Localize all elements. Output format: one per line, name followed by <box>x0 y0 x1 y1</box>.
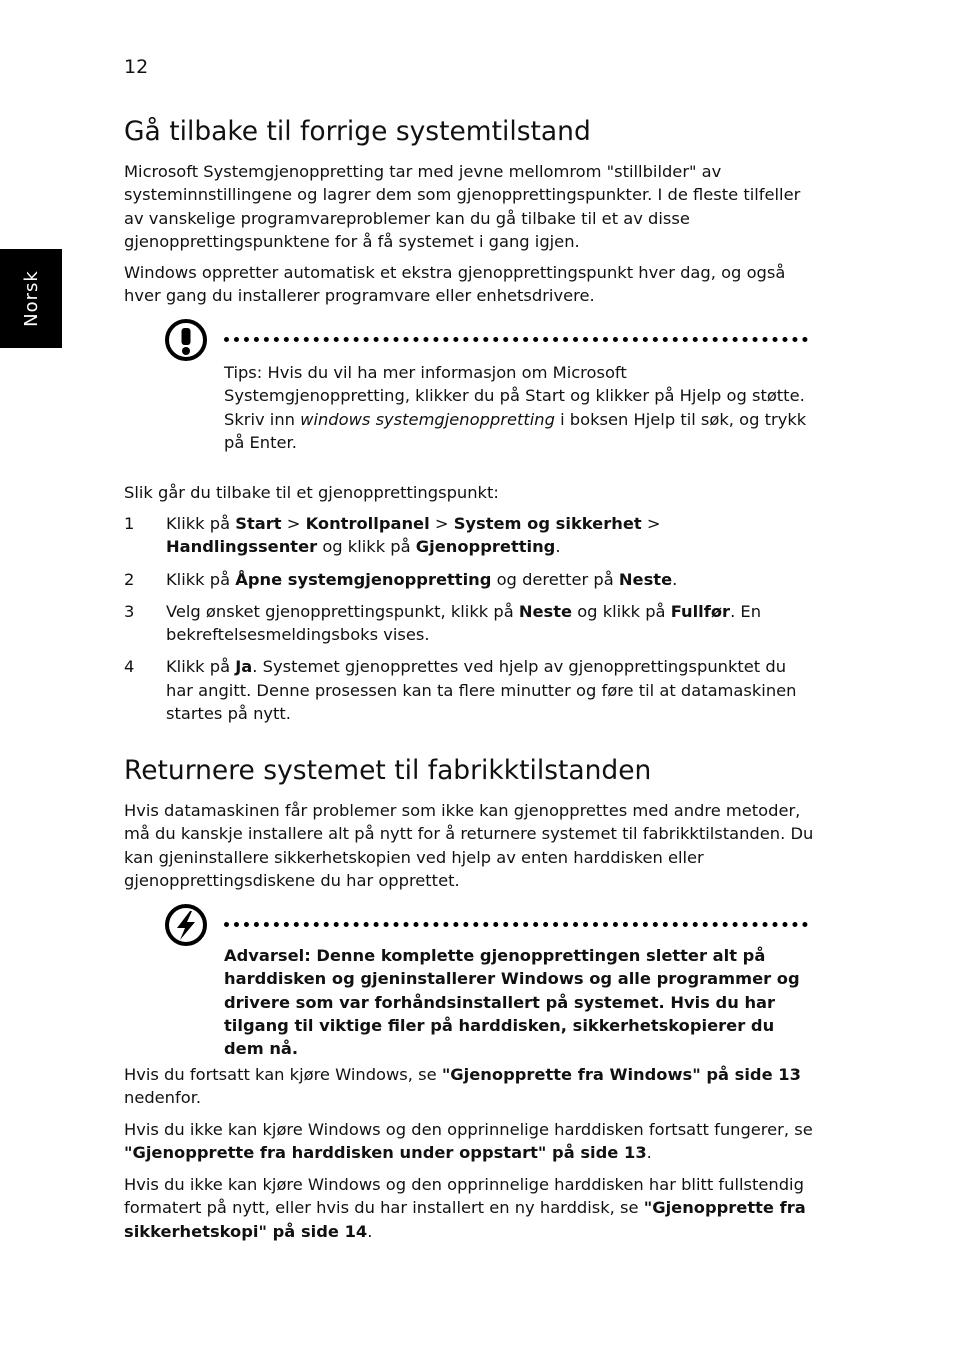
step-text: . <box>672 569 678 589</box>
ui-term: Gjenoppretting <box>415 537 556 557</box>
steps-intro: Slik går du tilbake til et gjenopprettingspunkt: <box>124 483 499 502</box>
paragraph-harddisk-restore <box>124 1118 814 1165</box>
tip-note <box>164 318 814 458</box>
step-text: Klikk på <box>166 514 236 533</box>
ui-term: Fullfør <box>670 601 731 621</box>
ui-term: Neste <box>518 601 573 621</box>
paragraph-backup-restore <box>124 1173 814 1243</box>
step-text: . Systemet gjenopprettes ved hjelp av gjenopprettingspunktet du har angitt. Denne prosessen kan ta flere minutter og føre til at datamaskinen startes på nytt. <box>166 657 797 724</box>
language-side-tab <box>0 249 62 348</box>
ui-term: System og sikkerhet <box>453 514 642 533</box>
list-item <box>124 600 814 647</box>
step-text: og klikk på <box>572 601 671 621</box>
ui-term: Handlingssenter <box>166 537 318 557</box>
list-item <box>124 512 814 559</box>
lightning-warning-icon <box>164 903 208 947</box>
warning-text: Advarsel: Denne komplette gjenopprettingen sletter alt på harddisken og gjeninstallerer Windows og alle programmer og drivere som var forhåndsinstallert på systemet. Hvis du har tilgang til viktige filer på harddisken, sikkerhetskopierer du dem nå. <box>224 946 800 1059</box>
paragraph-text: nedenfor. <box>124 1088 202 1108</box>
paragraph-text: Hvis du ikke kan kjøre Windows og den opprinnelige harddisken fortsatt fungerer, se <box>124 1120 813 1139</box>
step-number: 4 <box>124 657 135 677</box>
ui-term: Kontrollpanel <box>305 514 430 533</box>
tip-text-part: i boksen Hjelp til søk, og trykk på Enter. <box>224 409 807 452</box>
paragraph-text: . <box>646 1143 652 1163</box>
paragraph-intro: Microsoft Systemgjenoppretting tar med jevne mellomrom "stillbilder" av systeminnstillingene og lagrer dem som gjenopprettingspunkter. I de fleste tilfeller av vanskelige programvareproblemer kan du gå tilbake til et av disse gjenopprettingspunktene for å få systemet i gang igjen. <box>124 162 801 251</box>
ui-term: Start <box>235 514 282 533</box>
step-text: > <box>641 514 661 533</box>
step-text: og klikk på <box>317 537 416 557</box>
step-number: 3 <box>124 601 135 621</box>
step-text: Velg ønsket gjenopprettingspunkt, klikk på <box>166 601 519 621</box>
step-number: 1 <box>124 514 135 533</box>
paragraph-factory-intro: Hvis datamaskinen får problemer som ikke kan gjenopprettes med andre metoder, må du kanskje installere alt på nytt for å returnere systemet til fabrikktilstanden. Du kan gjeninstallere sikkerhetskopien ved hjelp av enten harddisken eller gjenopprettingsdiskene du har opprettet. <box>124 801 814 890</box>
exclamation-icon <box>164 318 208 362</box>
step-number: 2 <box>124 569 135 589</box>
step-text: og deretter på <box>491 569 619 589</box>
paragraph-text: . <box>367 1221 373 1241</box>
section-title-restore: Gå tilbake til forrige systemtilstand <box>124 116 591 147</box>
tip-text-part: : Hvis du vil ha mer informasjon om Microsoft Systemgjenoppretting, klikker du på Start og klikker på Hjelp og støtte. Skriv inn <box>224 363 805 429</box>
dotted-divider <box>224 337 808 342</box>
step-text: Klikk på <box>166 657 236 677</box>
cross-reference-link[interactable]: "Gjenopprette fra sikkerhetskopi" på side 14 <box>124 1198 806 1241</box>
cross-reference-link[interactable]: "Gjenopprette fra harddisken under oppstart" på side 13 <box>124 1143 647 1163</box>
dotted-divider <box>224 922 808 927</box>
list-item <box>124 568 814 591</box>
page-number: 12 <box>124 56 149 78</box>
side-tab-label: Norsk <box>20 270 42 327</box>
paragraph-text: Hvis du fortsatt kan kjøre Windows, se <box>124 1065 442 1084</box>
ui-term: Åpne systemgjenoppretting <box>235 569 492 589</box>
section-title-factory: Returnere systemet til fabrikktilstanden <box>124 755 652 786</box>
paragraph-windows-restore <box>124 1063 814 1110</box>
step-text: Klikk på <box>166 569 236 589</box>
cross-reference-link[interactable]: "Gjenopprette fra Windows" på side 13 <box>441 1065 801 1084</box>
step-text: . En bekreftelsesmeldingsboks vises. <box>166 601 762 645</box>
step-text: > <box>429 514 454 533</box>
step-text: > <box>281 514 306 533</box>
tip-italic-term: windows systemgjenoppretting <box>300 409 555 429</box>
list-item <box>124 655 814 725</box>
ui-term: Ja <box>235 657 253 677</box>
tip-text <box>224 361 808 454</box>
restore-steps-list <box>124 512 814 734</box>
tip-label: Tips <box>224 363 257 382</box>
paragraph-text: Hvis du ikke kan kjøre Windows og den opprinnelige harddisken har blitt fullstendig formatert på nytt, eller hvis du har installert en ny harddisk, se <box>124 1175 804 1218</box>
paragraph-auto-restore: Windows oppretter automatisk et ekstra gjenopprettingspunkt hver dag, og også hver gang du installerer programvare eller enhetsdrivere. <box>124 263 786 306</box>
warning-note <box>164 903 814 1059</box>
ui-term: Neste <box>618 569 673 589</box>
step-text: . <box>555 537 561 557</box>
